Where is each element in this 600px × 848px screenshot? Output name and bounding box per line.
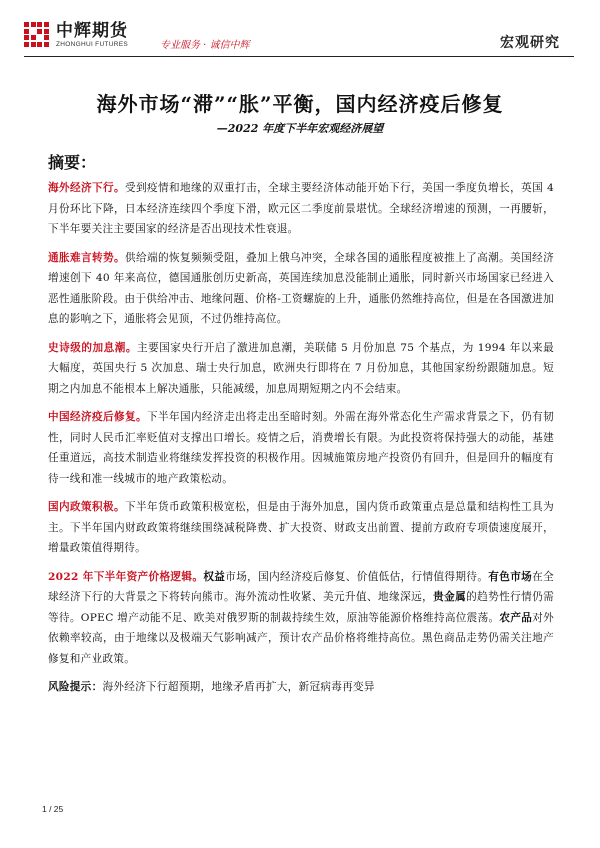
paragraph-china-recovery (48, 407, 554, 489)
paragraph-text: 受到疫情和地缘的双重打击，全球主要经济体动能开始下行，美国一季度负增长，英国 4 月份环比下降，日本经济连续四个季度下滑，欧元区二季度前景堪忧。全球经济增速的预测，一再腰斩，下半年要关注主要国家的经济是否出现技术性衰退。 (48, 182, 554, 235)
report-subtitle: —2022 年度下半年宏观经济展望 (216, 122, 384, 135)
equity-label: 权益 (203, 570, 226, 583)
paragraph-lead: 2022 年下半年资产价格逻辑。 (48, 570, 204, 583)
company-slogan: 专业服务 · 诚信中辉 (160, 40, 250, 51)
paragraph-text: 下半年货币政策积极宽松，但是由于海外加息，国内货币政策重点是总量和结构性工具为主。下半年国内财政政策将继续围绕减税降费、扩大投资、财政支出前置、提前方政府专项债速度展开，增量政策值得期待。 (48, 501, 554, 554)
logo-grid-icon (24, 22, 50, 48)
report-title: 海外市场“滞”“胀”平衡，国内经济疫后修复 (96, 92, 504, 116)
logo-name-en: ZHONGHUI FUTURES (56, 41, 128, 48)
precious-metals-label: 贵金属 (433, 591, 467, 603)
paragraph-overseas-economy (48, 178, 554, 240)
risk-label: 风险提示： (48, 681, 103, 693)
paragraph-lead: 国内政策积极。 (48, 501, 126, 513)
section-label: 宏观研究 (500, 35, 560, 51)
paragraph-lead: 通胀难言转势。 (48, 251, 126, 264)
header-divider (24, 56, 574, 57)
paragraph-text: 下半年国内经济走出将走出至暗时刻。外需在海外常态化生产需求背景之下，仍有韧性，同时人民币汇率贬值对支撑出口增长。疫情之后，消费增长有限。为此投资将保持强大的动能，基建任重道远，高技术制造业将继续发挥投资的积极作用。因城施策房地产投资仍有回升，但是回升的幅度有待一线和准一线城市的地产政策松动。 (48, 411, 554, 485)
agriculture-text: 对外依赖率较高，由于地缘以及极端天气影响减产，预计农产品价格将维持高位。黑色商品走势仍需关注地产修复和产业政策。 (48, 611, 554, 665)
page-header (0, 0, 600, 62)
equity-text: 市场，国内经济疫后修复、价值低估，行情值得期待。 (225, 570, 489, 583)
paragraph-text: 供给端的恢复频频受阻，叠加上俄乌冲突，全球各国的通胀程度被推上了高潮。美国经济增速创下 40 年来高位，德国通胀创历史新高，英国连续加息没能制止通胀，同时新兴市场国家已经进入恶性通胀阶段。由于供给冲击、地缘问题、价格-工资螺旋的上升，通胀仍然维持高位，但是在各国激进加息的影响之下，通胀将会见顶，不过仍维持高位。 (48, 251, 554, 325)
logo-name-cn: 中辉期货 (56, 21, 128, 41)
precious-metals-text: 的趋势性行情仍需等待。OPEC 增产动能不足、欧美对俄罗斯的制裁持续生效，原油等能源价格维持高位震荡。 (48, 591, 555, 624)
paragraph-inflation (48, 248, 554, 330)
paragraph-rate-hikes (48, 338, 554, 400)
abstract-heading: 摘要： (48, 153, 97, 172)
paragraph-text: 主要国家央行开启了激进加息潮，美联储 5 月份加息 75 个基点，为 1994 年以来最大幅度，英国央行 5 次加息、瑞士央行加息，欧洲央行即将在 7 月份加息，其他国家纷纷跟随加息。短期之内加息不能根本上解决通胀，只能减缓，加息周期短期之内不会结束。 (48, 341, 554, 395)
paragraph-lead: 海外经济下行。 (48, 182, 126, 194)
paragraph-lead: 史诗级的加息潮。 (48, 341, 137, 354)
paragraph-asset-strategy (48, 567, 554, 670)
page-number: 1 / 25 (42, 804, 64, 814)
paragraph-domestic-policy (48, 497, 554, 559)
agriculture-label: 农产品 (499, 611, 533, 624)
nonferrous-text: 在全球经济下行的大背景之下将转向熊市。海外流动性收紧、美元升值、地缘深远， (48, 570, 554, 603)
paragraph-lead: 中国经济疫后修复。 (48, 411, 148, 423)
risk-warning (48, 677, 554, 698)
nonferrous-label: 有色市场 (488, 570, 533, 583)
abstract-body (48, 178, 554, 706)
risk-text: 海外经济下行超预期，地缘矛盾再扩大，新冠病毒再变异 (102, 681, 375, 693)
company-logo (24, 22, 128, 48)
